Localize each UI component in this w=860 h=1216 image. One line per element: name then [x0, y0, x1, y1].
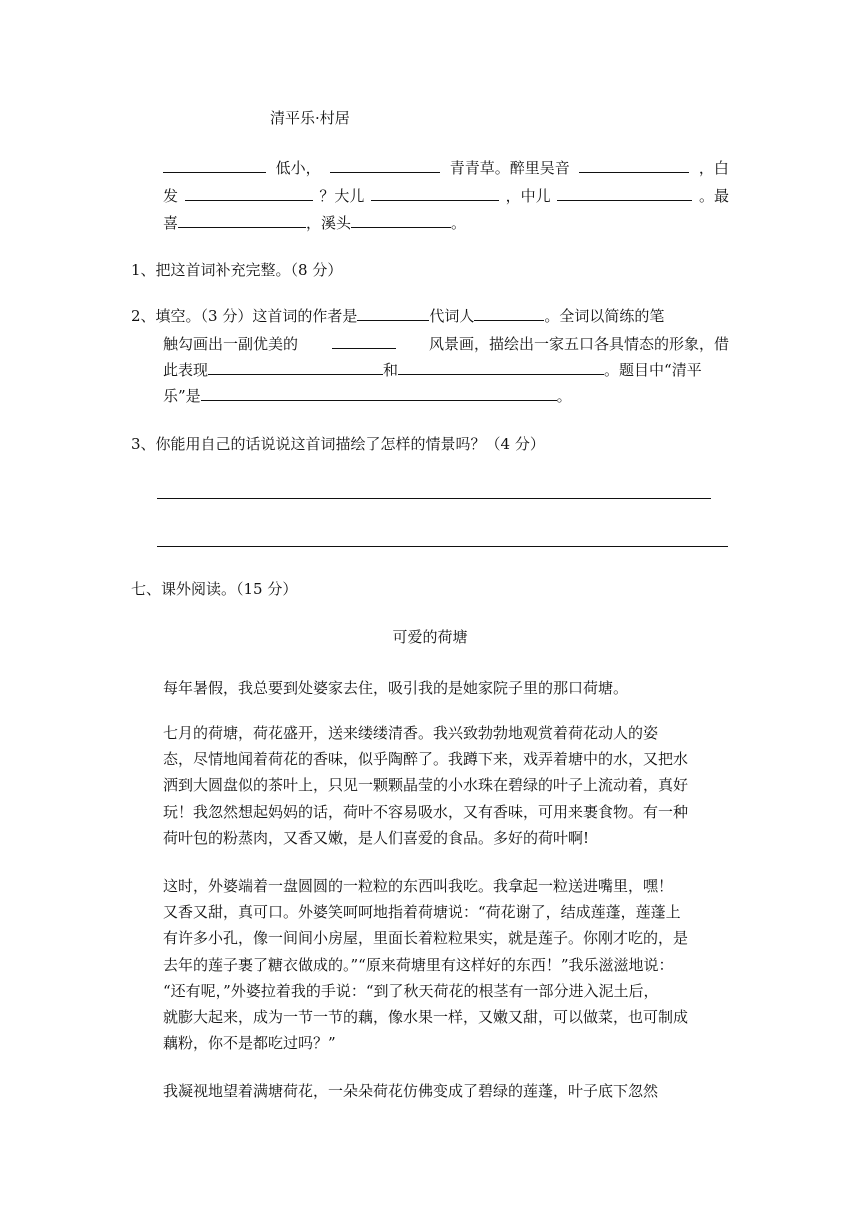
poem-line-3: 喜 ，溪头 。 [163, 214, 467, 232]
answer-line[interactable] [157, 546, 728, 547]
blank[interactable] [351, 212, 451, 228]
article-text-line: 就膨大起来，成为一节一节的藕，像水果一样，又嫩又甜，可以做菜，也可制成 [163, 1008, 689, 1026]
blank[interactable] [371, 185, 499, 201]
article-title: 可爱的荷塘 [392, 628, 468, 646]
poem-title: 清平乐·村居 [270, 109, 350, 127]
blank[interactable] [579, 157, 689, 173]
blank[interactable] [201, 385, 557, 401]
blank[interactable] [474, 305, 544, 321]
section-heading: 七、课外阅读。（15 分） [131, 580, 298, 598]
blank[interactable] [357, 305, 429, 321]
article-text-line: 荷叶包的粉蒸肉，又香又嫩，是人们喜爱的食品。多好的荷叶啊! [163, 829, 590, 847]
article-text-line: 这时，外婆端着一盘圆圆的一粒粒的东西叫我吃。我拿起一粒送进嘴里，嘿！ [163, 877, 674, 895]
article-text-line: 又香又甜，真可口。外婆笑呵呵地指着荷塘说：“荷花谢了，结成莲蓬，莲蓬上 [163, 903, 681, 921]
question-2-line-3: 此表现 和 。题目中“清平 [163, 361, 702, 379]
poem-line-1: 低小， 青青草。醉里吴音 ，白 [163, 157, 729, 179]
article-text-line: 有许多小孔，像一间间小房屋，里面长着粒粒果实，就是莲子。你刚才吃的，是 [163, 929, 689, 947]
blank[interactable] [208, 359, 383, 375]
blank[interactable] [330, 157, 440, 173]
article-text-line: 去年的莲子裹了糖衣做成的。”“原来荷塘里有这样好的东西！”我乐滋滋地说： [163, 956, 674, 974]
question-1: 1、把这首词补充完整。（8 分） [131, 261, 343, 279]
blank[interactable] [163, 157, 266, 173]
article-text-line: 藕粉，你不是都吃过吗？” [163, 1034, 336, 1052]
article-text-line: 玩！我忽然想起妈妈的话，荷叶不容易吸水，又有香味，可用来裹食物。有一种 [163, 803, 689, 821]
blank[interactable] [178, 212, 306, 228]
question-2-line-1: 2、填空。（3 分）这首词的作者是 代词人 。全词以简练的笔 [131, 307, 665, 325]
article-text-line: 态，尽情地闻着荷花的香味，似乎陶醉了。我蹲下来，戏弄着塘中的水，又把水 [163, 750, 689, 768]
blank[interactable] [398, 359, 604, 375]
article-paragraph-1: 每年暑假，我总要到处婆家去住，吸引我的是她家院子里的那口荷塘。 [163, 679, 629, 697]
article-text-line: 七月的荷塘，荷花盛开，送来缕缕清香。我兴致勃勃地观赏着荷花动人的姿 [163, 724, 659, 742]
article-paragraph-4: 我凝视地望着满塘荷花，一朵朵荷花仿佛变成了碧绿的莲蓬，叶子底下忽然 [163, 1082, 659, 1100]
answer-line[interactable] [157, 498, 711, 499]
blank[interactable] [185, 185, 313, 201]
blank[interactable] [332, 333, 396, 349]
poem-line-2: 发 ？大儿 ，中儿 。最 [163, 187, 729, 205]
question-2-line-2: 触勾画出一副优美的 风景画，描绘出一家五口各具情态的形象，借 [163, 335, 729, 353]
article-text-line: “还有呢，”外婆拉着我的手说：“到了秋天荷花的根茎有一部分进入泥土后， [163, 982, 659, 1000]
blank[interactable] [557, 185, 692, 201]
question-2-line-4: 乐”是 。 [163, 387, 572, 405]
article-text-line: 洒到大圆盘似的茶叶上，只见一颗颗晶莹的小水珠在碧绿的叶子上流动着，真好 [163, 776, 689, 794]
question-3: 3、你能用自己的话说说这首词描绘了怎样的情景吗？（4 分） [131, 435, 545, 453]
